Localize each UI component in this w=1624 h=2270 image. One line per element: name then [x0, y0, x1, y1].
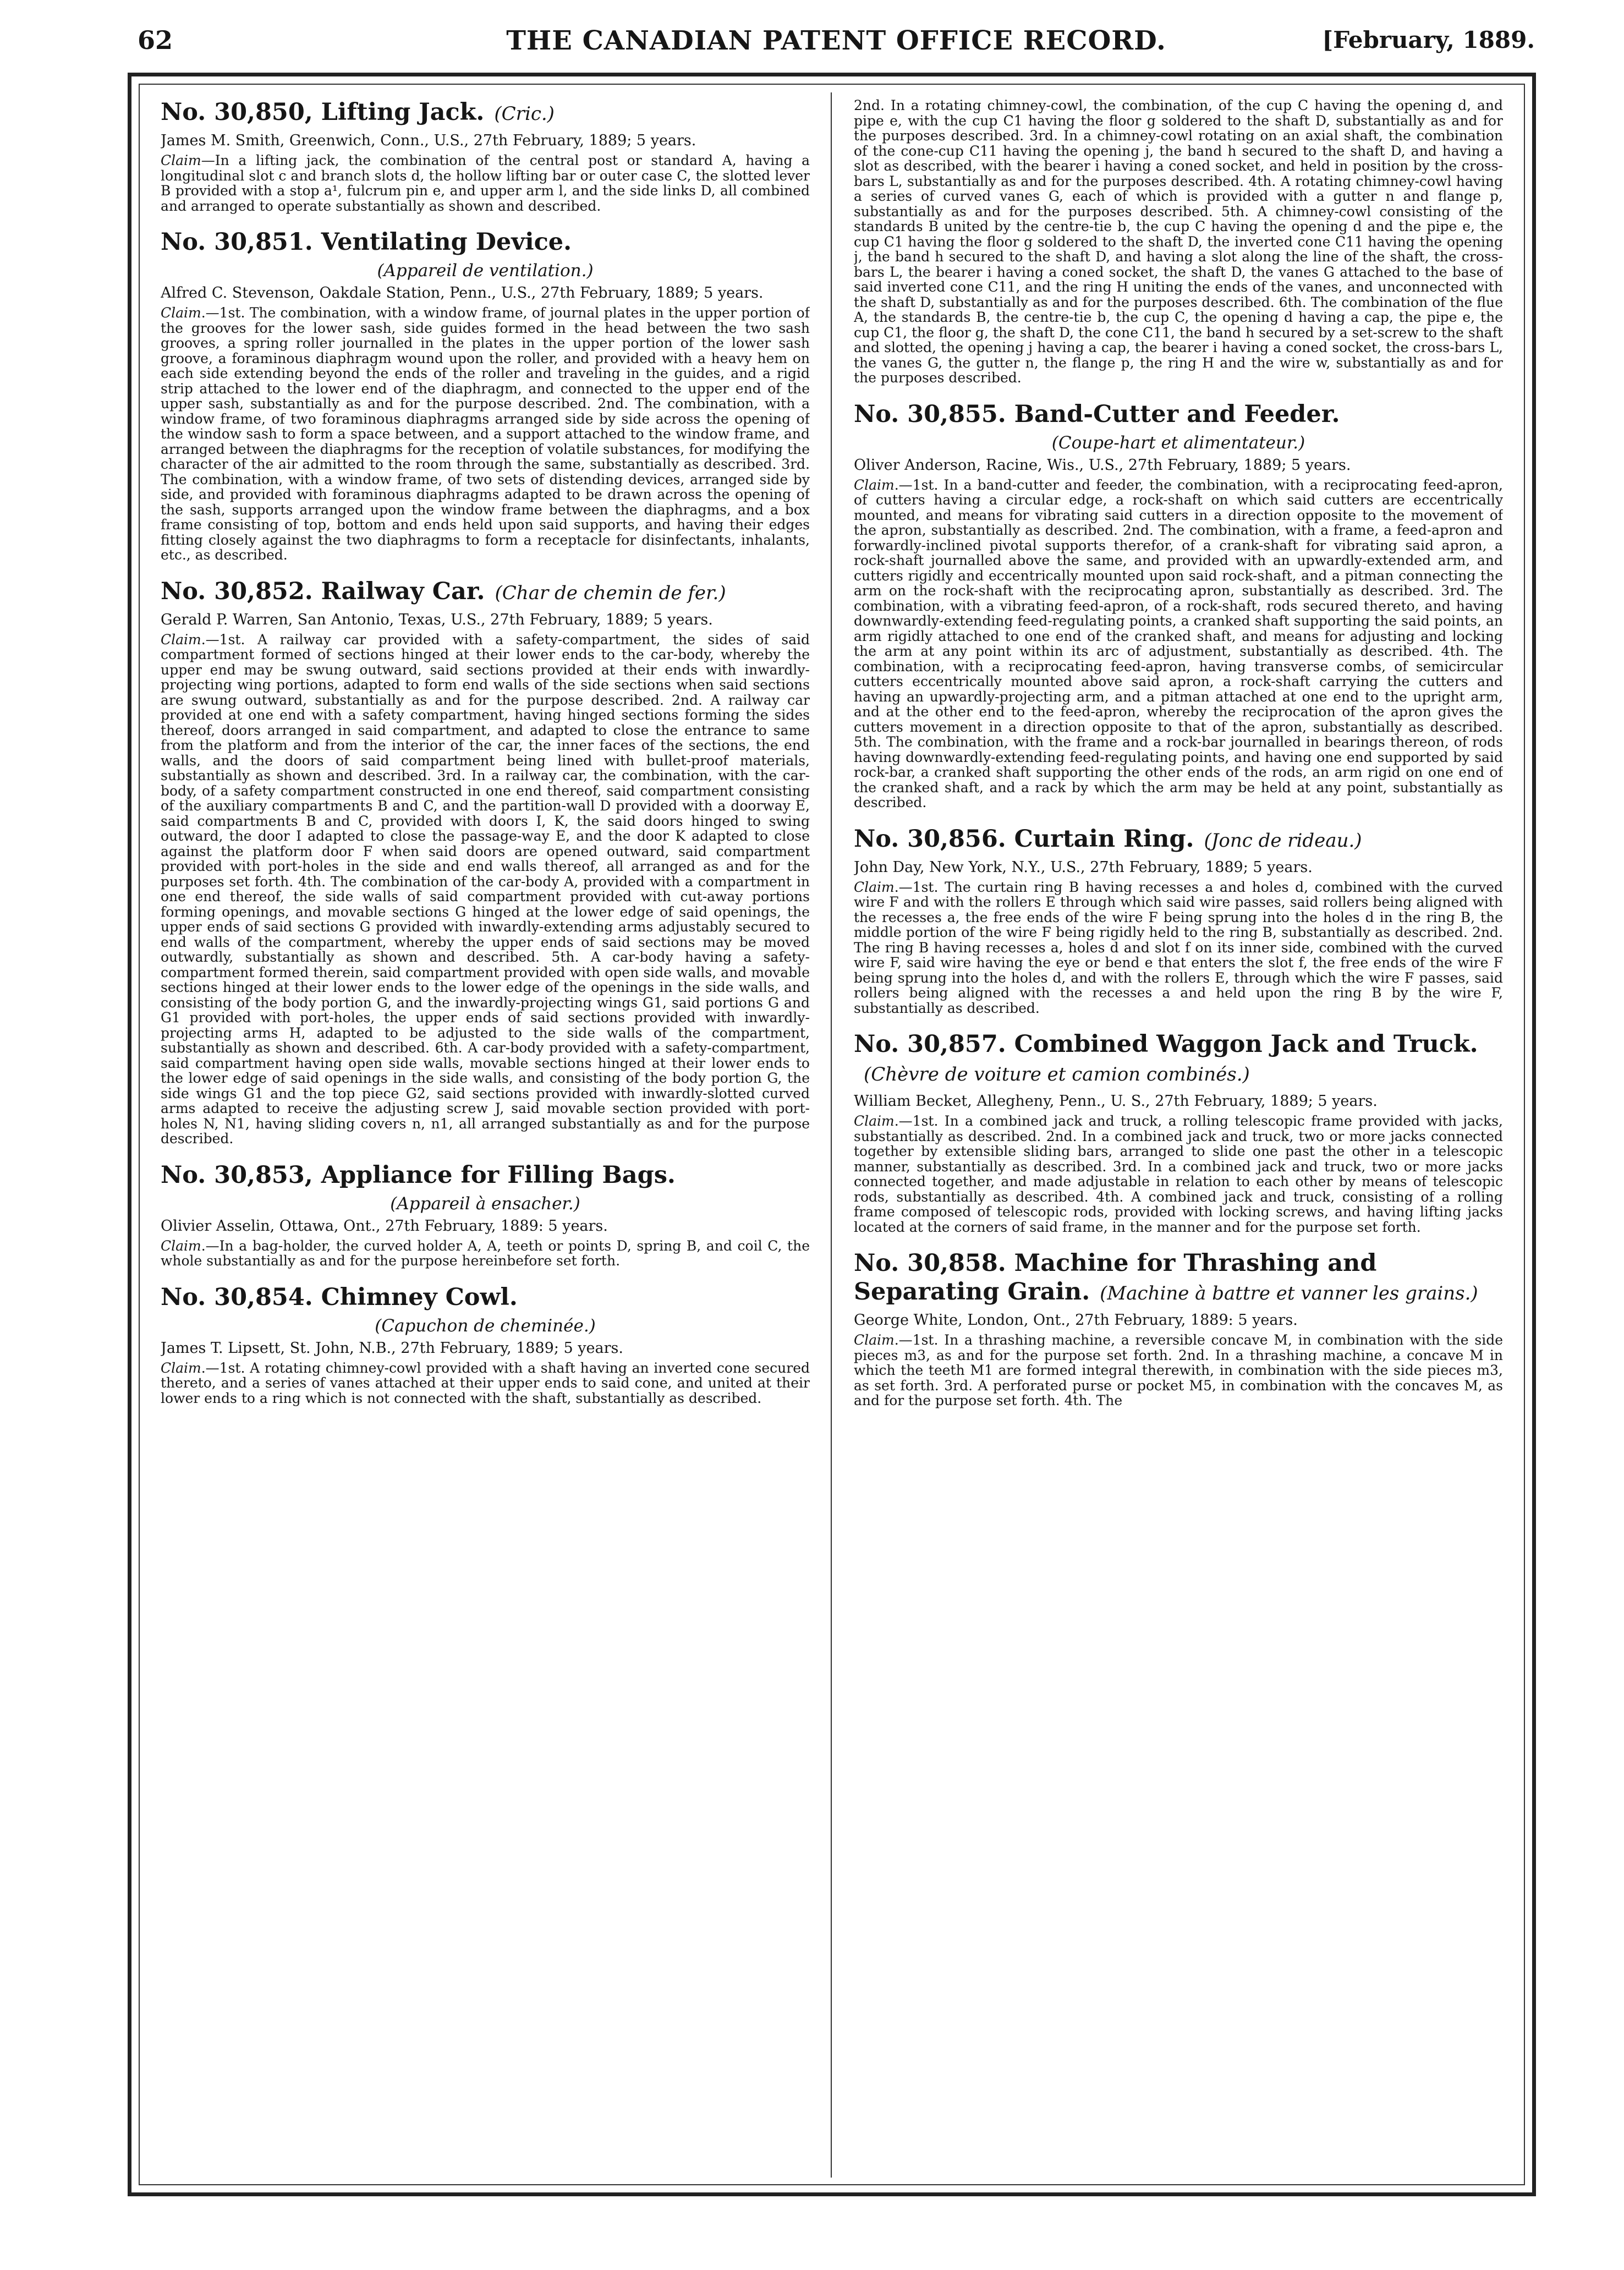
patentee-line: Olivier Asselin, Ottawa, Ont., 27th February, 1889: 5 years.	[161, 1217, 608, 1235]
french-title: (Appareil à ensacher.)	[390, 1193, 580, 1214]
claim-text: Claim.—1st. The curtain ring B having recesses a and holes d, combined with the curved wire F and with the rollers E through which said wire passes, said rollers being aligned with the recesses a, the free ends of the wire F being sprung into the holes d in the ring B, the middle portion of the wire F being rigidly held to the ring B, substantially as described. 2nd. The ring B having recesses a, holes d and slot f on its inner side, combined with the curved wire F, said wire having the eye or bend e that enters the slot f, the free ends of the wire F being sprung into the holes d, and with the rollers E, through which the wire F passes, said rollers being aligned with the recesses a and held upon the ring B by the wire F, substantially as described.	[854, 879, 1503, 1016]
claim-continuation: 2nd. In a rotating chimney-cowl, the combination, of the cup C having the opening d, and pipe e, with the cup C1 having the floor g soldered to the shaft D, substantially as and for the purposes described. 3rd. In a chimney-cowl rotating on an axial shaft, the combination of the cone-cup C11 having the opening j, the band h secured to the shaft D, and having a slot as described, with the bearer i having a coned socket, and held in position by the cross-bars L, substantially as and for the purposes described. 4th. A rotating chimney-cowl having a series of curved vanes G, each of which is provided with a gutter n and flange p, substantially as and for the purposes described. 5th. A chimney-cowl consisting of the standards B united by the centre-tie b, the cup C having the opening d and the pipe e, the cup C1 having the floor g soldered to the shaft D, the inverted cone C11 having the opening j, the band h secured to the shaft D, and having a slot along the line of the shaft, the cross-bars L, the bearer i having a coned socket, the shaft D, the vanes G attached to the base of said inverted cone C11, and the ring H uniting the ends of the vanes, and unconnected with the shaft D, substantially as and for the purposes described. 6th. The combination of the flue A, the standards B, the centre-tie b, the cup C, the opening d having a cap, the pipe e, the cup C1, the floor g, the shaft D, the cone C11, the band h secured by a set-screw to the shaft and slotted, the opening j having a cap, the bearer i having a coned socket, the cross-bars L, the vanes G, the gutter n, the flange p, the ring H and the wire w, substantially as and for the purposes described.	[854, 98, 1503, 386]
claim-text: Claim.—1st. A rotating chimney-cowl provided with a shaft having an inverted cone secured thereto, and a series of vanes attached at their upper ends to said cone, and united at their lower ends to a ring which is not connected with the shaft, substantially as described.	[161, 1359, 810, 1406]
french-title: (Appareil de ventilation.)	[377, 261, 594, 281]
patent-title: No. 30,858. Machine for Thrashing and Separating Grain. (Machine à battre et vanner les grains.)	[854, 1249, 1478, 1306]
patentee-line: Gerald P. Warren, San Antonio, Texas, U.S., 27th February, 1889; 5 years.	[161, 611, 713, 628]
patent-title: No. 30,851. Ventilating Device.	[161, 228, 572, 256]
left-column	[161, 98, 810, 2178]
patent-entry	[161, 228, 810, 563]
patentee-line: John Day, New York, N.Y., U.S., 27th February, 1889; 5 years.	[854, 858, 1313, 876]
page-number: 62	[138, 25, 173, 55]
claim-text: Claim.—1st. In a band-cutter and feeder, the combination, with a reciprocating feed-apron, of cutters having a circular edge, a rock-shaft on which said cutters are eccentrically mounted, and means for vibrating said cutters in a direction opposite to the movement of the apron, substantially as described. 2nd. The combination, with a frame, a feed-apron and forwardly-inclined pivotal supports therefor, of a crank-shaft for vibrating said apron, a rock-shaft journalled above the same, and provided with an upwardly-extended arm, and cutters rigidly and eccentrically mounted upon said rock-shaft, and a pitman connecting the arm on the rock-shaft with the reciprocating apron, substantially as described. 3rd. The combination, with a vibrating feed-apron, of a rock-shaft, rods secured thereto, and having downwardly-extending feed-regulating points, a cranked shaft supporting the said points, an arm rigidly attached to one end of the cranked shaft, and means for adjusting and locking the arm at any point within its arc of adjustment, substantially as described. 4th. The combination, with a reciprocating feed-apron, having transverse combs, of semicircular cutters eccentrically mounted above said apron, a rock-shaft carrying the cutters and having an upwardly-projecting arm, and a pitman attached at one end to the upright arm, and at the other end to the feed-apron, whereby the reciprocation of the apron gives the cutters movement in a direction opposite to that of the apron, substantially as described. 5th. The combination, with the frame and a rock-bar journalled in bearings thereon, of rods having downwardly-extending feed-regulating points, and having one end supported by said rock-bar, a cranked shaft supporting the other ends of the rods, an arm rigid on one end of the cranked shaft, and a rack by which the arm may be held at any point, substantially as described.	[854, 476, 1503, 810]
claim-text: Claim—In a lifting jack, the combination of the central post or standard A, having a longitudinal slot c and branch slots d, the hollow lifting bar or outer case C, the slotted lever B provided with a stop a¹, fulcrum pin e, and upper arm l, and the side links D, all combined and arranged to operate substantially as shown and described.	[161, 152, 810, 214]
patent-entry	[161, 98, 810, 213]
patent-entry	[854, 1030, 1503, 1235]
running-head	[138, 25, 1535, 69]
french-title: (Chèvre de voiture et camion combinés.)	[864, 1063, 1250, 1085]
patentee-line: Alfred C. Stevenson, Oakdale Station, Penn., U.S., 27th February, 1889; 5 years.	[161, 284, 764, 301]
patent-entry	[854, 400, 1503, 810]
patentee-line: Oliver Anderson, Racine, Wis., U.S., 27th February, 1889; 5 years.	[854, 456, 1351, 474]
french-title: (Machine à battre et vanner les grains.)	[1100, 1282, 1478, 1304]
french-title: (Cric.)	[494, 103, 555, 125]
column-divider	[831, 92, 832, 2178]
french-title: (Coupe-hart et alimentateur.)	[1051, 432, 1305, 453]
patent-title: No. 30,853, Appliance for Filling Bags.	[161, 1161, 676, 1189]
patent-entry	[854, 825, 1503, 1016]
french-title: (Capuchon de cheminée.)	[375, 1315, 596, 1336]
patent-title: No. 30,854. Chimney Cowl.	[161, 1283, 518, 1311]
patent-title: No. 30,857. Combined Waggon Jack and Truck.(Chèvre de voiture et camion combinés.)	[854, 1030, 1478, 1085]
patentee-line: James T. Lipsett, St. John, N.B., 27th February, 1889; 5 years.	[161, 1339, 623, 1357]
patentee-line: James M. Smith, Greenwich, Conn., U.S., 27th February, 1889; 5 years.	[161, 132, 696, 149]
publication-title: THE CANADIAN PATENT OFFICE RECORD.	[506, 25, 1166, 56]
patent-title: No. 30,855. Band-Cutter and Feeder.	[854, 400, 1340, 428]
patentee-line: George White, London, Ont., 27th February, 1889: 5 years.	[854, 1312, 1298, 1329]
patent-entry	[161, 1283, 810, 1406]
patent-title: No. 30,852. Railway Car. (Char de chemin de fer.)	[161, 577, 726, 605]
french-title: (Char de chemin de fer.)	[495, 582, 726, 604]
patentee-line: William Becket, Allegheny, Penn., U. S., 27th February, 1889; 5 years.	[854, 1093, 1378, 1110]
claim-text: Claim.—1st. In a thrashing machine, a reversible concave M, in combination with the side pieces m3, as and for the purpose set forth. 2nd. In a thrashing machine, a concave M in which the teeth M1 are formed integral therewith, in combination with the side pieces m3, as set forth. 3rd. A perforated purse or pocket M5, in combination with the concaves M, as and for the purpose set forth. 4th. The	[854, 1332, 1503, 1408]
claim-text: Claim.—1st. A railway car provided with a safety-compartment, the sides of said compartment formed of sections hinged at their lower ends to the car-body, whereby the upper end may be swung outward, said sections provided at their ends with inwardly-projecting wing portions, adapted to form end walls of the side sections when said sections are swung outward, substantially as and for the purpose described. 2nd. A railway car provided at one end with a safety compartment, having hinged sections forming the sides thereof, doors arranged in said compartment, and adapted to close the entrance to same from the platform and from the interior of the car, the inner faces of the sections, the end walls, and the doors of said compartment being lined with bullet-proof materials, substantially as shown and described. 3rd. In a railway car, the combination, with the car-body, of a safety compartment constructed in one end thereof, said compartment consisting of the auxiliary compartments B and C, and the partition-wall D provided with a doorway E, said compartments B and C, provided with doors I, K, the said doors hinged to swing outward, the door I adapted to close the passage-way E, and the door K adapted to close against the platform door F when said doors are opened outward, said compartment provided with port-holes in the side and end walls thereof, all arranged as and for the purposes set forth. 4th. The combination of the car-body A, provided with a compartment in one end thereof, the side walls of said compartment provided with cut-away portions forming openings, and movable sections G hinged at the lower edge of said openings, the upper ends of said sections G provided with inwardly-extending arms adjustably secured to end walls of the compartment, whereby the upper ends of said sections may be moved outwardly, substantially as shown and described. 5th. A car-body having a safety-compartment formed therein, said compartment provided with open side walls, and movable sections hinged at their lower ends to the lower edge of the openings in the side walls, and consisting of the body portion G, and the inwardly-projecting wings G1, said portions G and G1 provided with port-holes, the upper ends of said sections provided with inwardly-projecting arms H, adapted to be adjusted to the side walls of the compartment, substantially as shown and described. 6th. A car-body provided with a safety-compartment, said compartment having open side walls, movable sections hinged at their lower ends to the lower edge of said openings in the side walls, and consisting of the body portion G, the side wings G1 and the top piece G2, said sections provided with inwardly-slotted curved arms adapted to receive the adjusting screw J, said movable section provided with port-holes N, N1, having sliding covers n, n1, all arranged substantially as and for the purpose described.	[161, 631, 810, 1147]
patent-title: No. 30,850, Lifting Jack. (Cric.)	[161, 98, 555, 126]
french-title: (Jonc de rideau.)	[1204, 829, 1362, 852]
patent-entry	[161, 1161, 810, 1269]
patent-entry	[161, 577, 810, 1147]
issue-date: [February, 1889.	[1322, 26, 1535, 53]
patent-title: No. 30,856. Curtain Ring. (Jonc de rideau.)	[854, 825, 1362, 853]
claim-text: Claim.—1st. In a combined jack and truck, a rolling telescopic frame provided with jacks, substantially as described. 2nd. In a combined jack and truck, two or more jacks connected together by extensible sliding bars, arranged to slide one past the other in a telescopic manner, substantially as described. 3rd. In a combined jack and truck, two or more jacks connected together, and made adjustable in relation to each other by means of telescopic rods, substantially as described. 4th. A combined jack and truck, consisting of a rolling frame composed of telescopic rods, provided with locking screws, and having lifting jacks located at the corners of said frame, in the manner and for the purpose set forth.	[854, 1113, 1503, 1235]
claim-text: Claim.—1st. The combination, with a window frame, of journal plates in the upper portion of the grooves for the lower sash, side guides formed in the head between the two sash grooves, a spring roller journalled in the plates in the upper portion of the lower sash groove, a foraminous diaphragm wound upon the roller, and provided with a heavy hem on each side extending beyond the ends of the roller and traveling in the guides, and a rigid strip attached to the lower end of the diaphragm, and connected to the upper end of the upper sash, substantially as and for the purpose described. 2nd. The combination, with a window frame, of two foraminous diaphragms arranged side by side across the opening of the window sash to form a space between, and a support attached to the window frame, and arranged between the diaphragms for the reception of volatile substances, for modifying the character of the air admitted to the room through the same, substantially as described. 3rd. The combination, with a window frame, of two sets of distending devices, arranged side by side, and provided with foraminous diaphragms adapted to be drawn across the opening of the sash, supports arranged upon the window frame between the diaphragms, and a box frame consisting of top, bottom and ends held upon said supports, and having their edges fitting closely against the two diaphragms to form a receptacle for disinfectants, inhalants, etc., as described.	[161, 305, 810, 563]
claim-text: Claim.—In a bag-holder, the curved holder A, A, teeth or points D, spring B, and coil C, the whole substantially as and for the purpose hereinbefore set forth.	[161, 1237, 810, 1269]
right-column	[854, 98, 1503, 2178]
patent-entry	[854, 1249, 1503, 1408]
